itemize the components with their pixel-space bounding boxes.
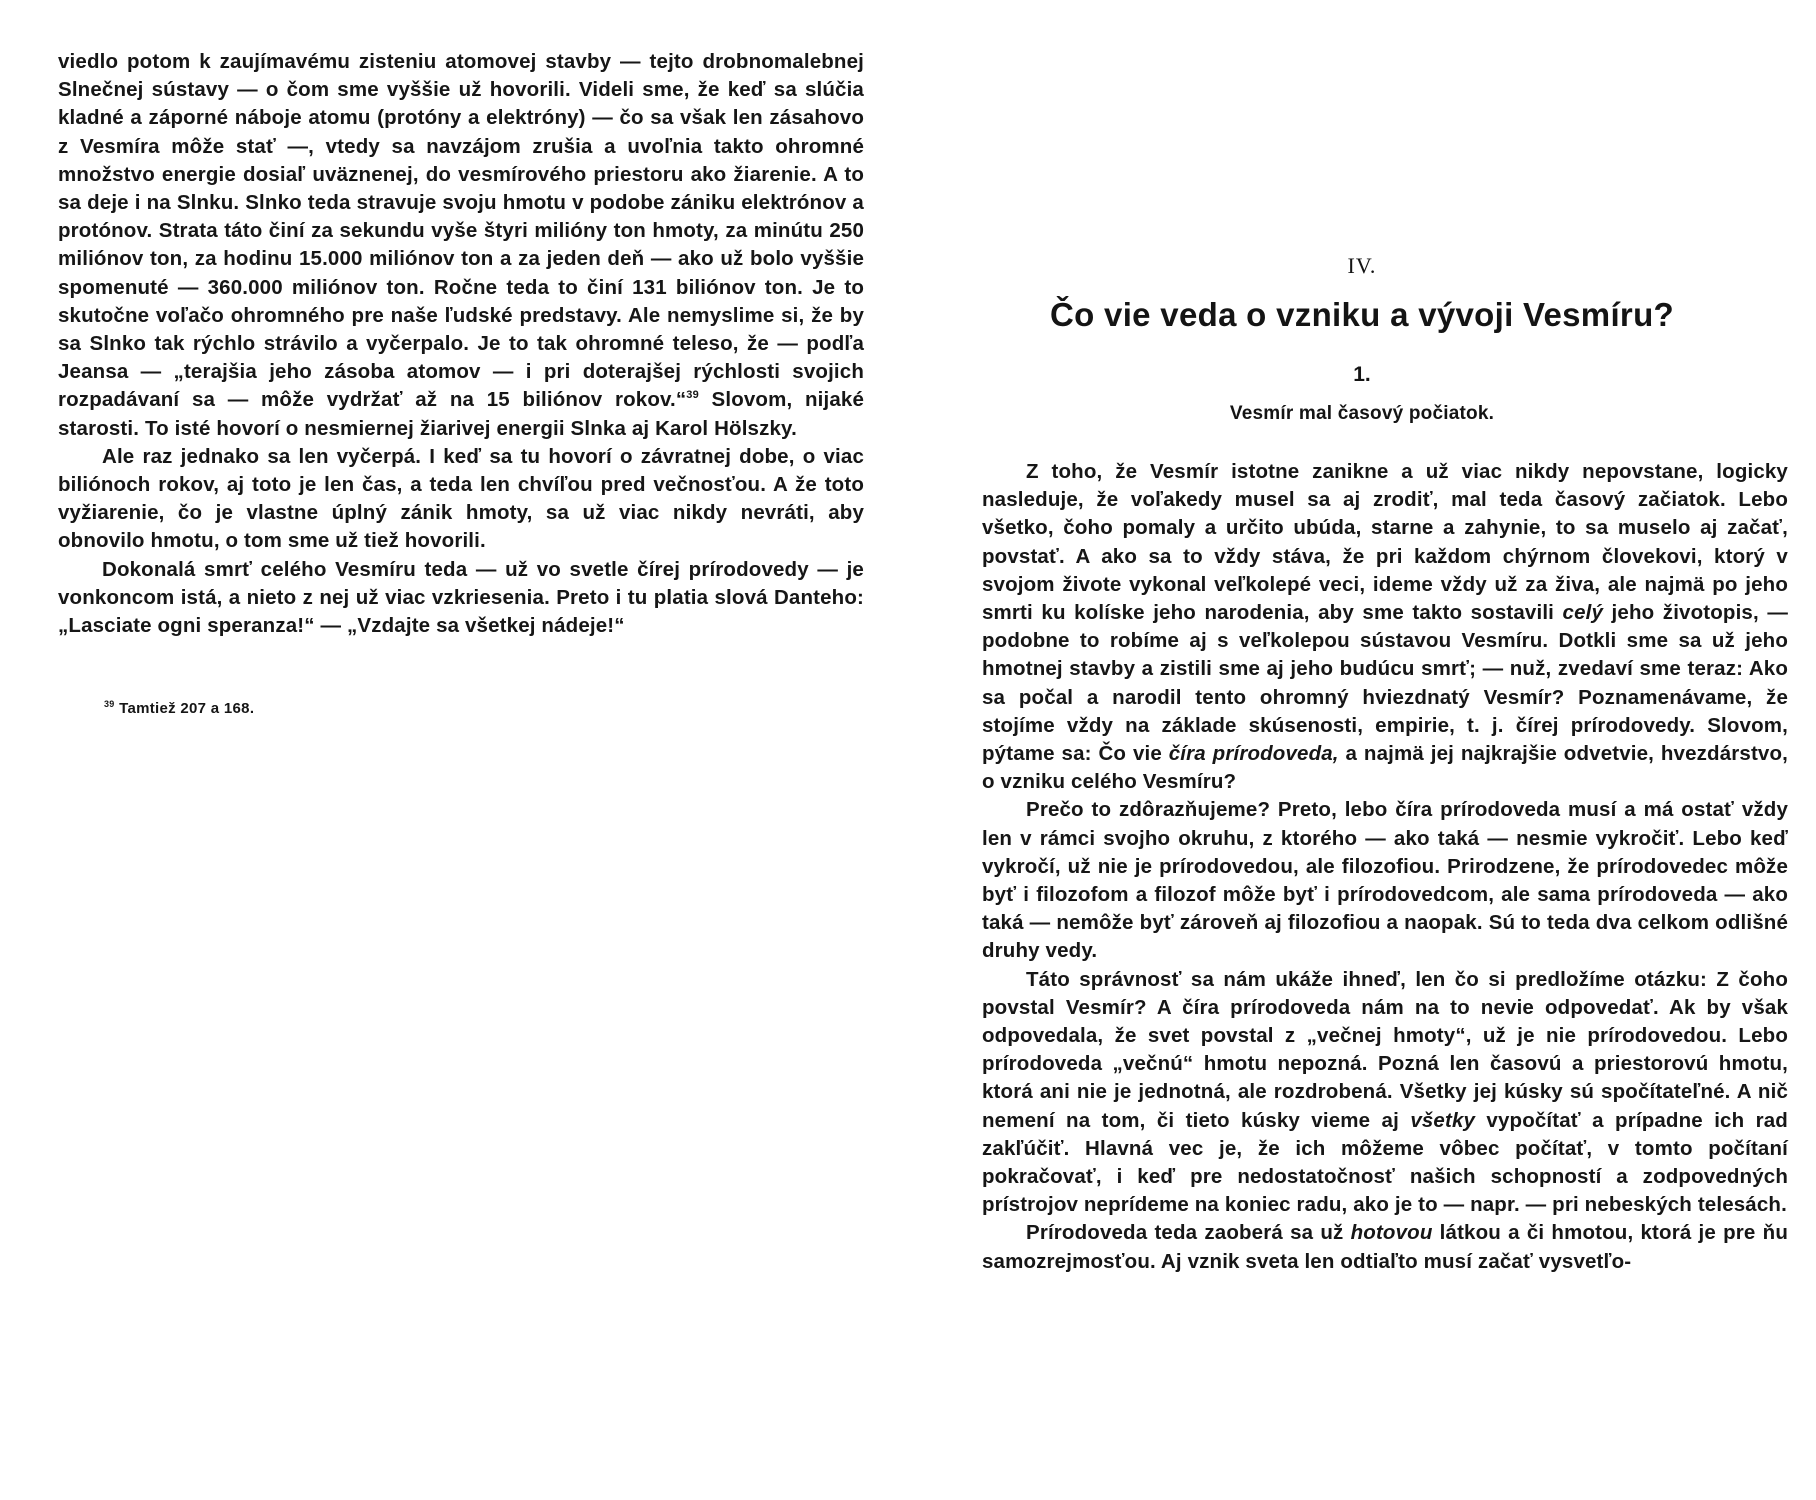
footnote (104, 700, 254, 717)
right-paragraph-3 (982, 966, 1788, 1220)
paragraph-text: Z toho, že Vesmír istotne zanikne a už viac nikdy nepovstane, logicky nasleduje, že voľakedy musel sa aj zrodiť, mal teda časový začiatok. Lebo všetko, čoho pomaly a určito ubúda, starne a zahynie, to sa muselo aj začať, povstať. A ako sa to vždy stáva, že pri každom chýrnom človekovi, ktorý v svojom živote vykonal veľkolepé veci, ideme vždy už za živa, ale najmä po jeho smrti ku kolíske jeho narodenia, aby sme takto sostavili (982, 460, 1788, 625)
paragraph-text-end: a najmä jej najkrajšie odvetvie, hvezdárstvo, o vzniku celého Vesmíru? (982, 742, 1789, 794)
paragraph-text-continued: vypočítať a prípadne ich rad zakľúčiť. Hlavná vec je, že ich môžeme vôbec počítať, v tomto počítaní pokračovať, i keď pre nedostatočnosť našich schopností a zodpovedných prístrojov neprídeme na koniec radu, ako je to — napr. — pri nebeských telesách. (982, 1108, 1788, 1217)
right-text-column (982, 458, 1788, 1276)
reference-mark: 39 (686, 389, 699, 402)
chapter-number: IV. (1347, 253, 1377, 278)
left-paragraph-3: Dokonalá smrť celého Vesmíru teda — už vo svetle čírej prírodovedy — je vonkoncom istá, a nieto z nej už viac vzkriesenia. Preto i tu platia slová Danteho: „Lasciate ogni speranza!“ — „Vzdajte sa všetkej nádeje!“ (58, 557, 864, 638)
footnote-text: Tamtiež 207 a 168. (119, 700, 255, 717)
emphasis: všetky (1410, 1108, 1476, 1132)
right-paragraph-2: Prečo to zdôrazňujeme? Preto, lebo číra prírodoveda musí a má ostať vždy len v rámci svojho okruhu, z ktorého — ako taká — nesmie vykročiť. Lebo keď vykročí, už nie je prírodovedou, ale filozofiou. Prirodzene, že prírodovedec môže byť i filozofom a filozof môže byť i prírodovedcom, ale sama prírodoveda — ako taká — nemôže byť zároveň aj filozofiou a naopak. Sú to teda dva celkom odlišné druhy vedy. (982, 798, 1788, 963)
paragraph-text: Táto správnosť sa nám ukáže ihneď, len čo si predložíme otázku: Z čoho povstal Vesmír? A číra prírodoveda nám na to nevie odpovedať. Ak by však odpovedala, že svet povstal z „večnej hmoty“, už je nie prírodovedou. Lebo prírodoveda „večnú“ hmotu nepozná. Pozná len časovú a priestorovú hmotu, ktorá ani nie je jednotná, ale rozdrobená. Všetky jej kúsky sú spočítateľné. A nič nemení na tom, či tieto kúsky vieme aj (982, 967, 1788, 1132)
left-paragraph-2: Ale raz jednako sa len vyčerpá. I keď sa tu hovorí o závratnej dobe, o viac biliónoch rokov, aj toto je len čas, a teda len chvíľou pred večnosťou. A že toto vyžiarenie, čo je vlastne úplný zánik hmoty, sa už viac nikdy nevráti, aby obnovilo hmotu, o tom sme už tiež hovorili. (58, 444, 864, 553)
section-title: Vesmír mal časový počiatok. (1229, 403, 1495, 424)
paragraph-text-continued: Slovom, nijaké starosti. To isté hovorí o nesmiernej žiarivej energii Slnka aj Karol Hölszky. (58, 388, 865, 440)
emphasis: hotovou (1350, 1221, 1433, 1245)
right-paragraph-4 (982, 1219, 1788, 1275)
left-paragraph-1 (58, 48, 864, 443)
emphasis: celý (1562, 601, 1604, 625)
paragraph-text: Prírodoveda teda zaoberá sa už (1026, 1221, 1351, 1245)
left-text-column (58, 48, 864, 640)
right-page (908, 0, 1816, 1500)
emphasis: číra prírodoveda, (1168, 742, 1339, 766)
paragraph-text-continued: látkou a či hmotou, ktorá je pre ňu samozrejmosťou. Aj vznik sveta len odtiaľto musí začať vysvetľo- (982, 1221, 1788, 1273)
chapter-title: Čo vie veda o vzniku a vývoji Vesmíru? (1050, 296, 1674, 333)
section-number: 1. (1353, 363, 1371, 386)
footnote-mark: 39 (104, 699, 115, 709)
right-paragraph-1 (982, 458, 1788, 796)
paragraph-text-continued: jeho životopis, — podobne to robíme aj s veľkolepou sústavou Vesmíru. Dotkli sme sa už jeho hmotnej stavby a zistili sme aj jeho budúcu smrť; — nuž, zvedaví sme teraz: Ako sa počal a narodil tento ohromný hviezdnatý Vesmír? Poznamenávame, že stojíme vždy na základe skúsenosti, empirie, t. j. čírej prírodovedy. Slovom, pýtame sa: Čo vie (982, 601, 1788, 766)
paragraph-text: viedlo potom k zaujímavému zisteniu atomovej stavby — tejto drobnomalebnej Slnečnej sústavy — o čom sme vyššie už hovorili. Videli sme, že keď sa slúčia kladné a záporné náboje atomu (protóny a elektróny) — čo sa však len zásahovo z Vesmíra môže stať —, vtedy sa navzájom zrušia a uvoľnia takto ohromné množstvo energie dosiaľ uväznenej, do vesmírového priestoru ako žiarenie. A to sa deje i na Slnku. Slnko teda stravuje svoju hmotu v podobe zániku elektrónov a protónov. Strata táto činí za sekundu vyše štyri milióny ton hmoty, za minútu 250 miliónov ton, za hodinu 15.000 miliónov ton a za jeden deň — ako už bolo vyššie spomenuté — 360.000 miliónov ton. Ročne teda to činí 131 biliónov ton. Je to skutočne voľačo ohromného pre naše ľudské predstavy. Ale nemyslime si, že by sa Slnko tak rýchlo strávilo a vyčerpalo. Je to tak ohromné teleso, že — podľa Jeansa — „terajšia jeho zásoba atomov — i pri doterajšej rýchlosti svojich rozpadávaní sa — môže vydržať až na 15 biliónov rokov.“ (58, 50, 864, 412)
